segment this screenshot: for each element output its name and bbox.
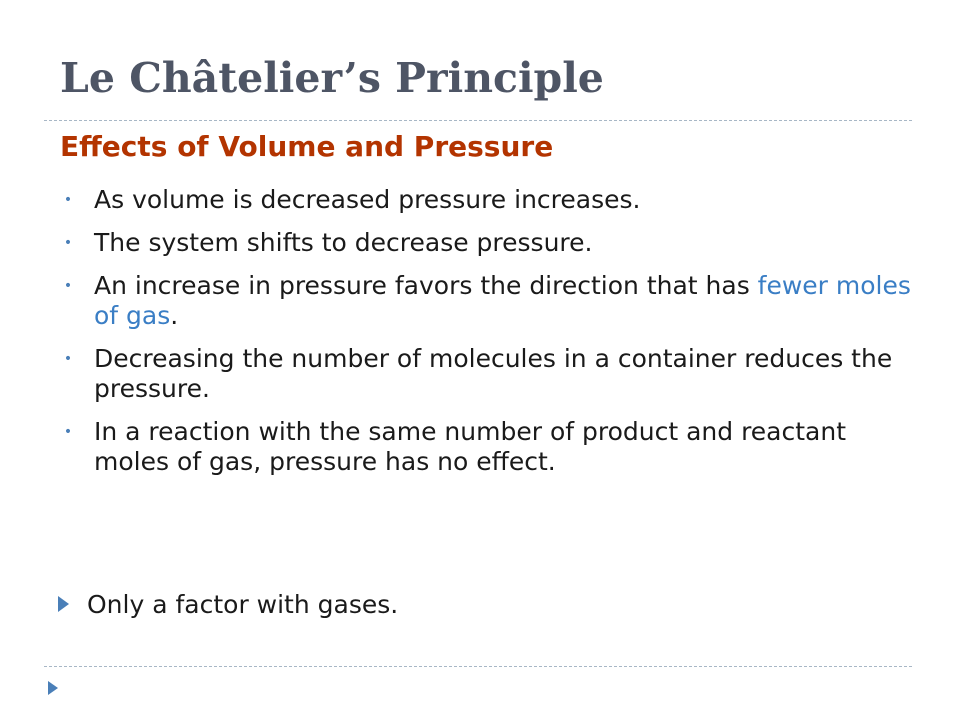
bullet-dot-icon: • <box>63 424 73 440</box>
bullet-item <box>60 271 920 331</box>
footer-divider <box>44 666 912 667</box>
bullet-list <box>60 185 920 490</box>
bullet-item <box>60 228 920 258</box>
highlighted-phrase: fewer moles of gas <box>94 271 911 330</box>
bullet-text: Decreasing the number of molecules in a container reduces the pressure. <box>94 344 893 403</box>
bullet-item <box>60 185 920 215</box>
slide-title: Le Châtelier’s Principle <box>60 54 604 102</box>
bullet-text: The system shifts to decrease pressure. <box>94 228 593 257</box>
triangle-right-icon <box>48 681 58 695</box>
title-divider <box>44 120 912 121</box>
bullet-dot-icon: • <box>63 235 73 251</box>
bullet-dot-icon: • <box>63 192 73 208</box>
bullet-text: As volume is decreased pressure increases. <box>94 185 641 214</box>
bullet-dot-icon: • <box>63 278 73 294</box>
slide-subtitle: Effects of Volume and Pressure <box>60 130 554 163</box>
arrow-bullet-text: Only a factor with gases. <box>87 590 399 619</box>
bullet-text-end: . <box>170 301 179 330</box>
bullet-dot-icon: • <box>63 351 73 367</box>
bullet-text-start: An increase in pressure favors the direction that has <box>94 271 758 300</box>
arrow-bullet-item <box>58 590 398 620</box>
bullet-text: In a reaction with the same number of product and reactant moles of gas, pressure has no effect. <box>94 417 847 476</box>
bullet-item <box>60 344 920 404</box>
triangle-right-icon <box>58 596 69 612</box>
bullet-item <box>60 417 920 477</box>
